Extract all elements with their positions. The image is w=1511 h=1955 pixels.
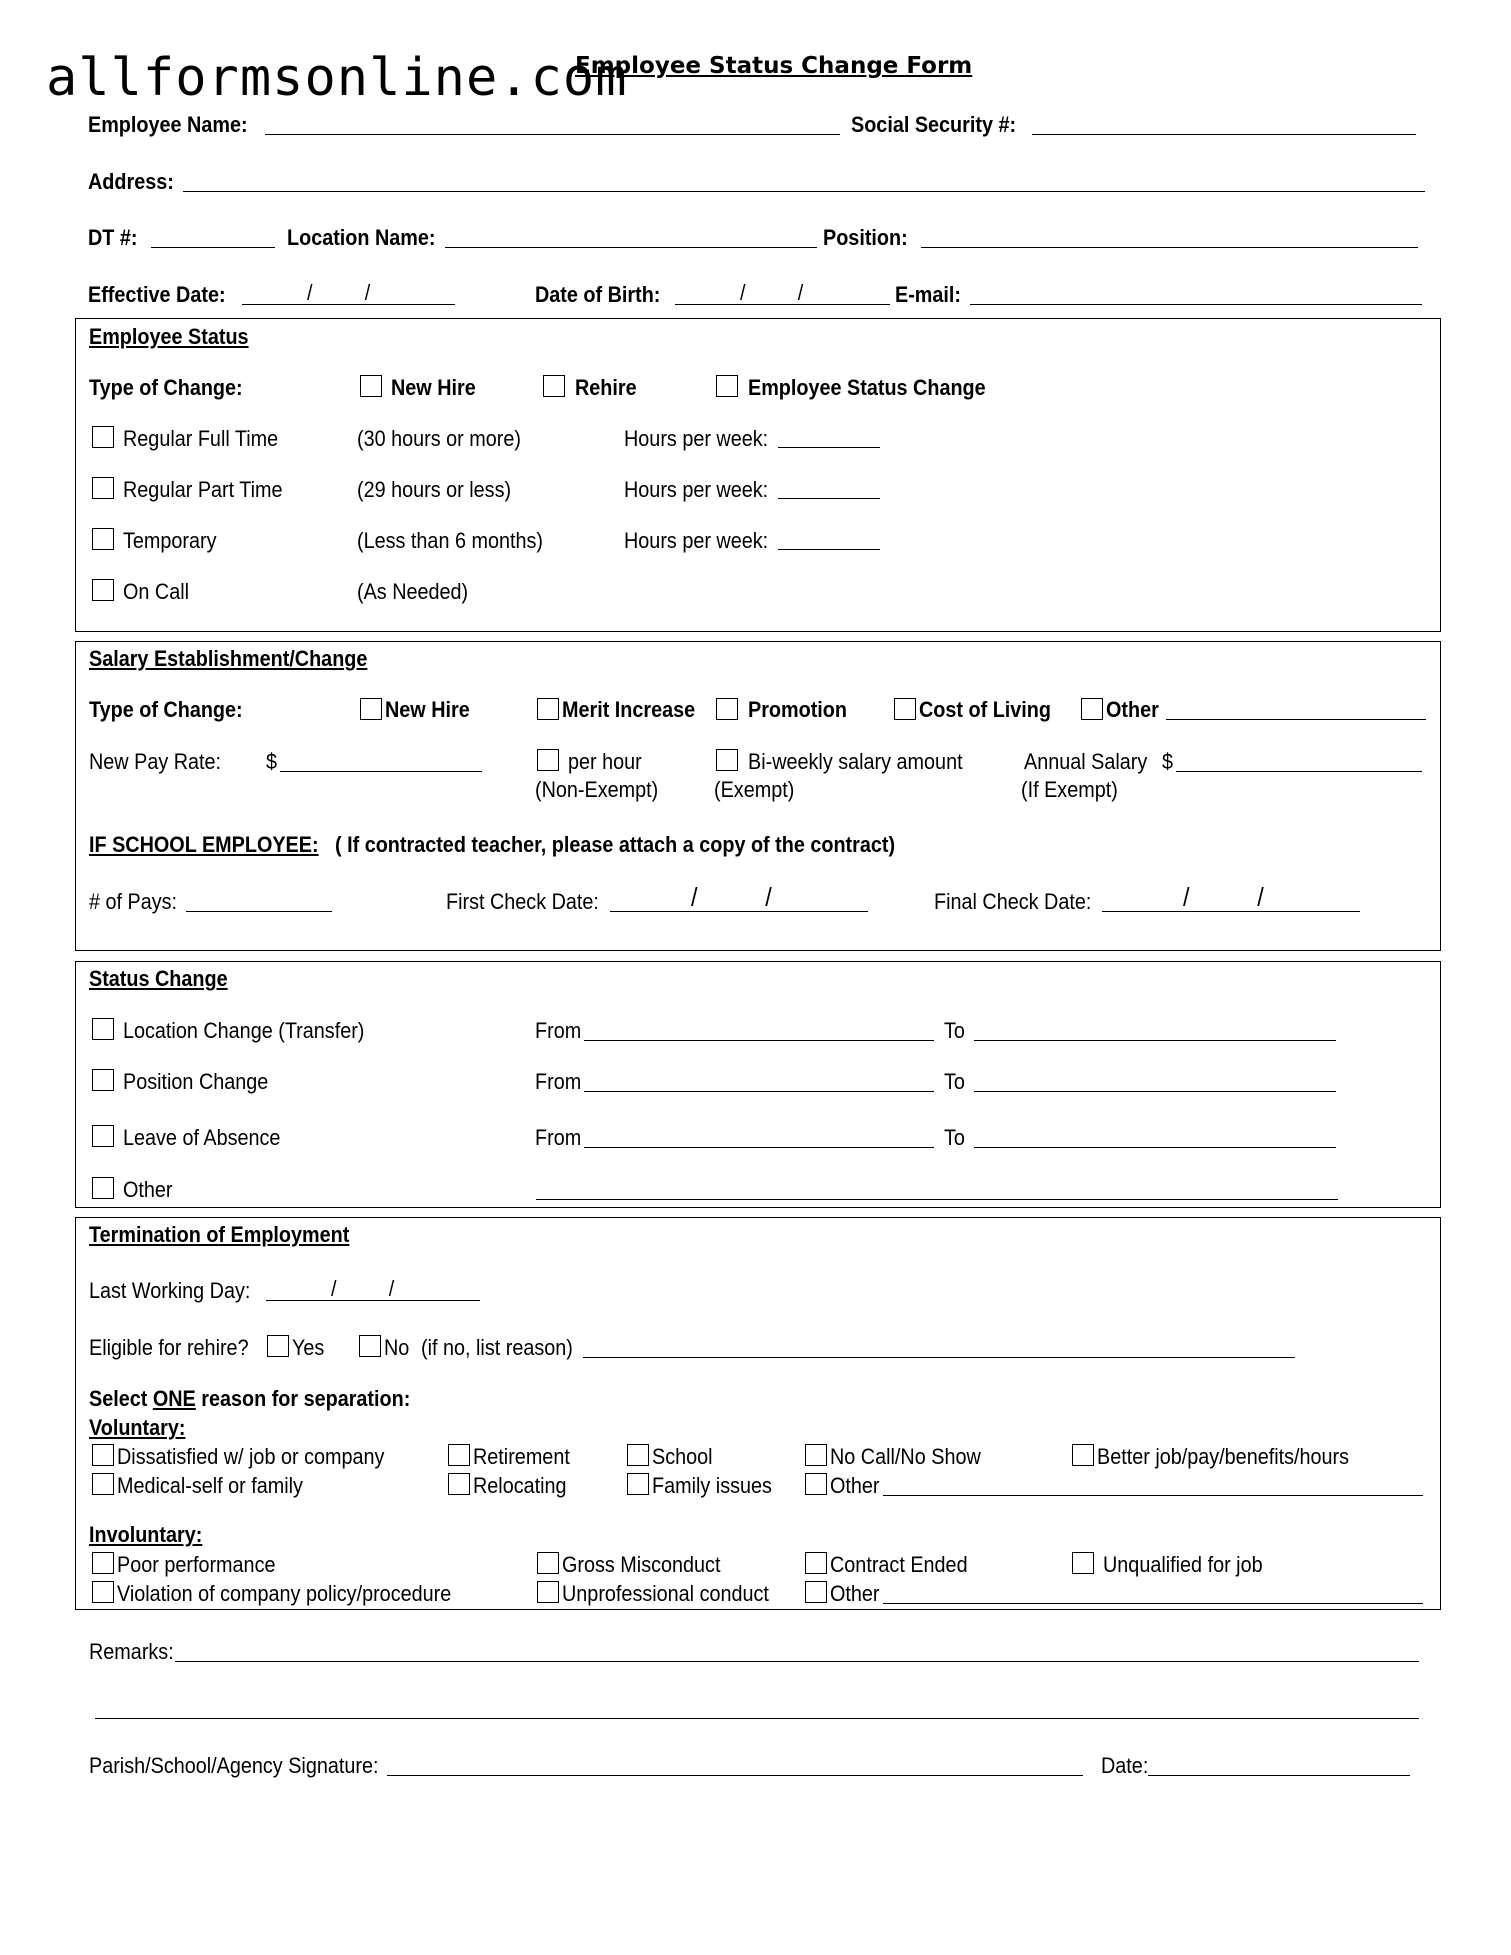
position-change-from-label: From [535,1069,582,1094]
cost-of-living-checkbox[interactable] [894,698,916,720]
signature-label: Parish/School/Agency Signature: [89,1753,379,1778]
status-change-heading: Status Change [89,966,228,991]
leave-of-absence-checkbox[interactable] [92,1125,114,1147]
regular-part-time-hours-line [778,498,880,499]
es-rehire-label: Rehire [575,375,637,400]
regular-part-time-note: (29 hours or less) [357,477,512,502]
position-change-from-line [584,1091,934,1092]
rehire-yes-checkbox[interactable] [267,1335,289,1357]
signature-date-line [1148,1775,1410,1776]
vol-other-input[interactable] [886,1471,1420,1495]
position-change-checkbox[interactable] [92,1069,114,1091]
vol-better-job-label: Better job/pay/benefits/hours [1097,1444,1350,1469]
employee-name-label: Employee Name: [88,112,248,137]
location-change-from-input[interactable] [587,1016,931,1040]
vol-retirement-label: Retirement [473,1444,570,1469]
rehire-no-label: No [384,1335,410,1360]
on-call-label: On Call [123,579,190,604]
school-employee-note: ( If contracted teacher, please attach a copy of the contract) [335,832,896,857]
inv-other-line [883,1603,1423,1604]
address-input[interactable] [186,167,1421,191]
inv-unqualified-label: Unqualified for job [1103,1552,1263,1577]
rehire-no-reason-label: (if no, list reason) [421,1335,573,1360]
new-pay-rate-label: New Pay Rate: [89,749,222,774]
biweekly-checkbox[interactable] [716,749,738,771]
vol-medical-checkbox[interactable] [92,1473,114,1495]
non-exempt-label: (Non-Exempt) [535,777,659,802]
signature-input[interactable] [390,1751,1080,1775]
es-new-hire-label: New Hire [391,375,476,400]
regular-full-time-hours-line [778,447,880,448]
employee-name-input[interactable] [268,110,838,134]
salary-heading: Salary Establishment/Change [89,646,368,671]
regular-part-time-label: Regular Part Time [123,477,283,502]
promotion-label: Promotion [748,697,847,722]
es-rehire-checkbox[interactable] [543,375,565,397]
vol-school-label: School [652,1444,713,1469]
remarks-line-2 [95,1718,1419,1719]
vol-other-label: Other [830,1473,880,1498]
salary-new-hire-checkbox[interactable] [360,698,382,720]
remarks-label: Remarks: [89,1639,174,1664]
leave-of-absence-from-line [584,1147,934,1148]
inv-poor-performance-label: Poor performance [117,1552,276,1577]
regular-part-time-hours-label: Hours per week: [624,477,769,502]
vol-family-checkbox[interactable] [627,1473,649,1495]
inv-violation-label: Violation of company policy/procedure [117,1581,452,1606]
location-change-label: Location Change (Transfer) [123,1018,365,1043]
position-change-to-input[interactable] [977,1067,1333,1091]
employee-name-line [265,134,840,135]
ssn-line [1032,134,1416,135]
regular-full-time-label: Regular Full Time [123,426,279,451]
vol-other-line [883,1495,1423,1496]
rehire-yes-label: Yes [292,1335,325,1360]
num-pays-input[interactable] [189,887,329,911]
salary-other-checkbox[interactable] [1081,698,1103,720]
email-label: E-mail: [895,282,962,307]
merit-increase-checkbox[interactable] [537,698,559,720]
voluntary-heading: Voluntary: [89,1415,186,1440]
location-name-line [445,247,817,248]
leave-of-absence-to-input[interactable] [977,1123,1333,1147]
status-other-line [536,1199,1338,1200]
leave-of-absence-from-label: From [535,1125,582,1150]
email-line [970,304,1422,305]
location-change-to-line [974,1040,1336,1041]
position-input[interactable] [924,223,1414,247]
form-title: Employee Status Change Form [575,53,973,79]
exempt-label: (Exempt) [714,777,795,802]
temporary-label: Temporary [123,528,217,553]
position-change-label: Position Change [123,1069,269,1094]
vol-retirement-checkbox[interactable] [448,1444,470,1466]
pay-rate-input[interactable] [283,747,479,771]
position-change-to-label: To [944,1069,965,1094]
inv-unprofessional-label: Unprofessional conduct [562,1581,769,1606]
inv-unprofessional-checkbox[interactable] [537,1581,559,1603]
vol-family-label: Family issues [652,1473,772,1498]
ssn-label: Social Security #: [851,112,1017,137]
num-pays-line [186,911,332,912]
watermark: allformsonline.com [46,48,628,108]
remarks-input-1[interactable] [178,1637,1416,1661]
inv-other-checkbox[interactable] [805,1581,827,1603]
vol-relocating-checkbox[interactable] [448,1473,470,1495]
vol-no-call-checkbox[interactable] [805,1444,827,1466]
annual-salary-input[interactable] [1179,747,1419,771]
dt-label: DT #: [88,225,138,250]
rehire-reason-input[interactable] [586,1333,1292,1357]
location-change-from-line [584,1040,934,1041]
effective-date-label: Effective Date: [88,282,226,307]
regular-part-time-hours-input[interactable] [780,474,878,498]
temporary-hours-line [778,549,880,550]
email-input[interactable] [973,280,1419,304]
vol-medical-label: Medical-self or family [117,1473,303,1498]
address-line [183,191,1425,192]
signature-line [387,1775,1083,1776]
if-exempt-label: (If Exempt) [1021,777,1118,802]
per-hour-checkbox[interactable] [537,749,559,771]
position-line [921,247,1418,248]
salary-other-label: Other [1106,697,1159,722]
employee-status-section [75,318,1441,632]
rehire-reason-line [583,1357,1295,1358]
termination-heading: Termination of Employment [89,1222,350,1247]
position-change-to-line [974,1091,1336,1092]
final-check-label: Final Check Date: [934,889,1092,914]
annual-salary-label: Annual Salary [1024,749,1148,774]
regular-full-time-hours-input[interactable] [780,423,878,447]
inv-poor-performance-checkbox[interactable] [92,1552,114,1574]
location-change-to-label: To [944,1018,965,1043]
position-change-from-input[interactable] [587,1067,931,1091]
salary-type-of-change-label: Type of Change: [89,697,243,722]
last-working-day-label: Last Working Day: [89,1278,251,1303]
vol-other-checkbox[interactable] [805,1473,827,1495]
es-type-of-change-label: Type of Change: [89,375,243,400]
biweekly-label: Bi-weekly salary amount [748,749,963,774]
position-label: Position: [823,225,908,250]
merit-increase-label: Merit Increase [562,697,696,722]
signature-date-label: Date: [1101,1753,1149,1778]
cost-of-living-label: Cost of Living [919,697,1051,722]
status-other-checkbox[interactable] [92,1177,114,1199]
inv-contract-ended-checkbox[interactable] [805,1552,827,1574]
last-working-day-slashes: / / [331,1276,395,1301]
pay-rate-line [280,771,482,772]
regular-full-time-hours-label: Hours per week: [624,426,769,451]
select-reason-heading: Select ONE reason for separation: [89,1386,411,1411]
ssn-input[interactable] [1035,110,1413,134]
address-label: Address: [88,169,174,194]
per-hour-label: per hour [568,749,642,774]
temporary-note: (Less than 6 months) [357,528,544,553]
temporary-hours-input[interactable] [780,525,878,549]
location-name-label: Location Name: [287,225,436,250]
inv-gross-misconduct-label: Gross Misconduct [562,1552,721,1577]
leave-of-absence-label: Leave of Absence [123,1125,281,1150]
dt-line [151,247,275,248]
salary-other-input[interactable] [1169,695,1423,719]
location-change-to-input[interactable] [977,1016,1333,1040]
promotion-checkbox[interactable] [716,698,738,720]
rehire-no-checkbox[interactable] [359,1335,381,1357]
location-change-from-label: From [535,1018,582,1043]
leave-of-absence-from-input[interactable] [587,1123,931,1147]
on-call-note: (As Needed) [357,579,469,604]
pay-rate-dollar: $ [266,749,278,774]
final-check-slashes: / / [1183,882,1264,912]
status-other-input[interactable] [539,1175,1335,1199]
inv-contract-ended-label: Contract Ended [830,1552,968,1577]
vol-no-call-label: No Call/No Show [830,1444,981,1469]
eligible-rehire-label: Eligible for rehire? [89,1335,249,1360]
inv-other-input[interactable] [886,1579,1420,1603]
leave-of-absence-to-label: To [944,1125,965,1150]
inv-violation-checkbox[interactable] [92,1581,114,1603]
annual-salary-line [1176,771,1422,772]
regular-full-time-note: (30 hours or more) [357,426,521,451]
school-employee-label: IF SCHOOL EMPLOYEE: [89,832,319,857]
employee-status-heading: Employee Status [89,324,249,349]
annual-salary-dollar: $ [1162,749,1174,774]
temporary-checkbox[interactable] [92,528,114,550]
es-new-hire-checkbox[interactable] [360,375,382,397]
salary-new-hire-label: New Hire [385,697,470,722]
location-name-input[interactable] [448,223,814,247]
temporary-hours-label: Hours per week: [624,528,769,553]
regular-full-time-checkbox[interactable] [92,426,114,448]
signature-date-input[interactable] [1151,1751,1407,1775]
status-other-label: Other [123,1177,173,1202]
vol-dissatisfied-checkbox[interactable] [92,1444,114,1466]
num-pays-label: # of Pays: [89,889,178,914]
salary-other-line [1166,719,1426,720]
effective-date-slashes: / / [307,280,371,305]
inv-unqualified-checkbox[interactable] [1072,1552,1094,1574]
inv-gross-misconduct-checkbox[interactable] [537,1552,559,1574]
vol-school-checkbox[interactable] [627,1444,649,1466]
es-status-change-checkbox[interactable] [716,375,738,397]
on-call-checkbox[interactable] [92,579,114,601]
vol-better-job-checkbox[interactable] [1072,1444,1094,1466]
vol-dissatisfied-label: Dissatisfied w/ job or company [117,1444,385,1469]
es-status-change-label: Employee Status Change [748,375,986,400]
regular-part-time-checkbox[interactable] [92,477,114,499]
first-check-label: First Check Date: [446,889,599,914]
dob-slashes: / / [740,280,804,305]
leave-of-absence-to-line [974,1147,1336,1148]
dob-label: Date of Birth: [535,282,661,307]
first-check-slashes: / / [691,882,772,912]
vol-relocating-label: Relocating [473,1473,567,1498]
remarks-input-2[interactable] [98,1694,1416,1718]
location-change-checkbox[interactable] [92,1018,114,1040]
inv-other-label: Other [830,1581,880,1606]
involuntary-heading: Involuntary: [89,1522,203,1547]
dt-input[interactable] [154,223,272,247]
remarks-line-1 [175,1661,1419,1662]
